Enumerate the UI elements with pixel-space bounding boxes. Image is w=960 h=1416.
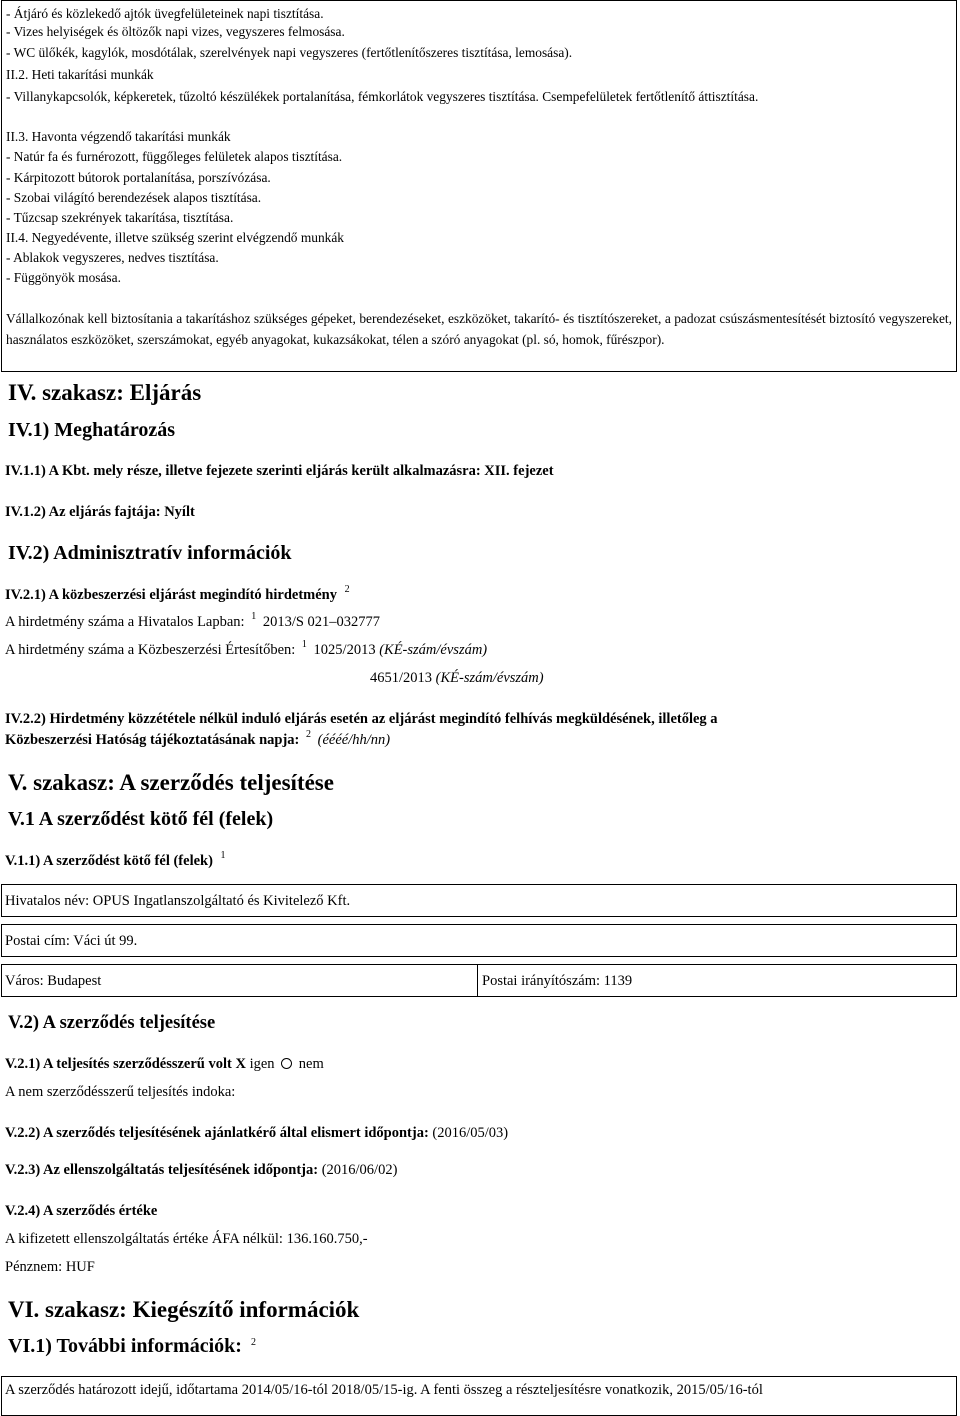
postal-address-label: Postai cím: (5, 933, 70, 949)
city-line (5, 973, 101, 990)
postal-address-line (5, 933, 137, 950)
bulletin-format-hint: (KÉ-szám/évszám) (379, 642, 488, 658)
section-vi1-title: VI.1) További információk: (8, 1335, 242, 1357)
city-field (1, 964, 478, 997)
iv22-line-2 (5, 729, 391, 749)
task-line: - Ablakok vegyszeres, nedves tisztítása. (6, 250, 219, 265)
footnote-ref: 2 (250, 1337, 256, 1348)
iv11-text: IV.1.1) A Kbt. mely része, illetve fejezete szerinti eljárás került alkalmazásra: XII. fejezet (5, 463, 554, 479)
v24-title: V.2.4) A szerződés értéke (5, 1203, 158, 1219)
official-name-value: OPUS Ingatlanszolgáltató és Kivitelező Kft. (92, 893, 351, 909)
task-line: - Átjáró és közlekedő ajtók üvegfelületeinek napi tisztítása. (6, 6, 324, 21)
v11-title: V.1.1) A szerződést kötő fél (felek) (5, 853, 213, 869)
official-journal-value: 2013/S 021–032777 (262, 614, 381, 630)
contractor-paragraph (6, 308, 952, 350)
section-iv2-title: IV.2) Adminisztratív információk (8, 542, 292, 564)
contract-value-line (5, 1231, 368, 1248)
v22-value: (2016/05/03) (432, 1125, 509, 1141)
bulletin-value: 1025/2013 (313, 642, 376, 658)
v22-line (5, 1125, 508, 1142)
v22-title: V.2.2) A szerződés teljesítésének ajánlatkérő által elismert időpontja: (5, 1125, 429, 1141)
section-vi-title: VI. szakasz: Kiegészítő információk (8, 1297, 360, 1322)
task-heading: II.3. Havonta végzendő takarítási munkák (6, 129, 231, 144)
task-heading: II.2. Heti takarítási munkák (6, 67, 154, 82)
section-vi1-heading (8, 1335, 256, 1358)
v21-reason-label: A nem szerződésszerű teljesítés indoka: (5, 1084, 236, 1100)
v23-value: (2016/06/02) (321, 1162, 398, 1178)
city-label: Város: (5, 973, 44, 989)
official-journal-line (5, 611, 381, 631)
footnote-ref: 1 (301, 639, 307, 650)
official-journal-label: A hirdetmény száma a Hivatalos Lapban: (5, 614, 245, 630)
postal-code-value: 1139 (603, 973, 633, 989)
section-iv-title: IV. szakasz: Eljárás (8, 380, 202, 405)
weekly-tasks-paragraph (6, 86, 952, 107)
contract-value: 136.160.750,- (286, 1231, 368, 1247)
footnote-ref: 1 (220, 850, 226, 861)
task-line: - WC ülőkék, kagylók, mosdótálak, szerelvények napi vegyszeres (fertőtlenítőszeres tisztítása, lemosása). (6, 45, 573, 60)
v21-title: V.2.1) A teljesítés szerződésszerű volt (5, 1056, 232, 1072)
selected-mark: X (235, 1056, 246, 1072)
task-line: - Kárpitozott bútorok portalanítása, porszívózása. (6, 170, 271, 185)
postal-address-field (1, 924, 957, 957)
postal-address-value: Váci út 99. (73, 933, 138, 949)
task-heading: II.4. Negyedévente, illetve szükség szerint elvégzendő munkák (6, 230, 344, 245)
weekly-tasks-text: - Villanykapcsolók, képkeretek, tűzoltó készülékek portalanítása, fémkorlátok vegyszeres tisztítása. Csempefelületek fertőtlenítő áttisztítása. (6, 89, 759, 104)
yes-option-label: igen (249, 1056, 275, 1072)
v21-line (5, 1056, 324, 1073)
cleaning-tasks-box (1, 0, 957, 372)
currency-label: Pénznem: (5, 1259, 63, 1275)
footnote-ref: 1 (251, 611, 257, 622)
no-radio-button[interactable] (281, 1058, 292, 1069)
footnote-ref: 2 (306, 729, 312, 740)
official-name-label: Hivatalos név: (5, 893, 90, 909)
second-bulletin-line (370, 670, 544, 687)
iv21-title: IV.2.1) A közbeszerzési eljárást megindító hirdetmény (5, 587, 337, 603)
no-option-label: nem (298, 1056, 324, 1072)
task-line: - Tűzcsap szekrények takarítása, tisztítása. (6, 210, 234, 225)
public-procurement-bulletin-line (5, 639, 488, 659)
v23-line (5, 1162, 397, 1179)
iv22-label: Közbeszerzési Hatóság tájékoztatásának napja: (5, 732, 300, 748)
contractor-text: Vállalkozónak kell biztosítania a takarításhoz szükséges gépeket, berendezéseket, eszközöket, takarító- és tisztítószereket, a padozat csúszásmentesítését biztosító vegyszereket, használatos eszközöket, szerszámokat, egyéb anyagokat, kukazsákokat, télen a szóró anyagokat (pl. só, homok, fűrészpor). (6, 311, 952, 347)
additional-info-text: A szerződés határozott idejű, időtartama 2014/05/16-tól 2018/05/15-ig. A fenti összeg a részteljesítésre vonatkozik, 2015/05/16-tól (5, 1382, 763, 1398)
section-v1-title: V.1 A szerződést kötő fél (felek) (8, 808, 274, 830)
task-line: - Függönyök mosása. (6, 270, 121, 285)
section-v-title: V. szakasz: A szerződés teljesítése (8, 770, 334, 795)
iv22-line-1: IV.2.2) Hirdetmény közzététele nélkül induló eljárás esetén az eljárást megindító felhívás megküldésének, illetőleg a (5, 711, 718, 727)
official-name-line (5, 893, 350, 910)
postal-code-line (482, 973, 632, 990)
iv12-text: IV.1.2) Az eljárás fajtája: Nyílt (5, 504, 195, 520)
postal-code-label: Postai irányítószám: (482, 973, 600, 989)
bulletin-value: 4651/2013 (370, 670, 433, 686)
additional-info-box (1, 1376, 957, 1416)
v23-title: V.2.3) Az ellenszolgáltatás teljesítésének időpontja: (5, 1162, 319, 1178)
section-iv1-title: IV.1) Meghatározás (8, 419, 176, 441)
currency-line (5, 1259, 95, 1276)
footnote-ref: 2 (344, 584, 350, 595)
city-value: Budapest (47, 973, 102, 989)
official-name-field (1, 884, 957, 917)
task-line: - Vizes helyiségek és öltözők napi vizes, vegyszeres felmosása. (6, 24, 345, 39)
iv21-heading (5, 584, 350, 604)
postal-code-field (477, 964, 957, 997)
v11-heading (5, 850, 226, 870)
contract-value-label: A kifizetett ellenszolgáltatás értéke ÁFA nélkül: (5, 1231, 283, 1247)
task-line: - Szobai világító berendezések alapos tisztítása. (6, 190, 262, 205)
currency-value: HUF (65, 1259, 95, 1275)
task-line: - Natúr fa és furnérozott, függőleges felületek alapos tisztítása. (6, 149, 343, 164)
bulletin-label: A hirdetmény száma a Közbeszerzési Értesítőben: (5, 642, 296, 658)
section-v2-title: V.2) A szerződés teljesítése (8, 1013, 216, 1033)
bulletin-format-hint: (KÉ-szám/évszám) (435, 670, 544, 686)
date-format-hint: (éééé/hh/nn) (317, 732, 391, 748)
